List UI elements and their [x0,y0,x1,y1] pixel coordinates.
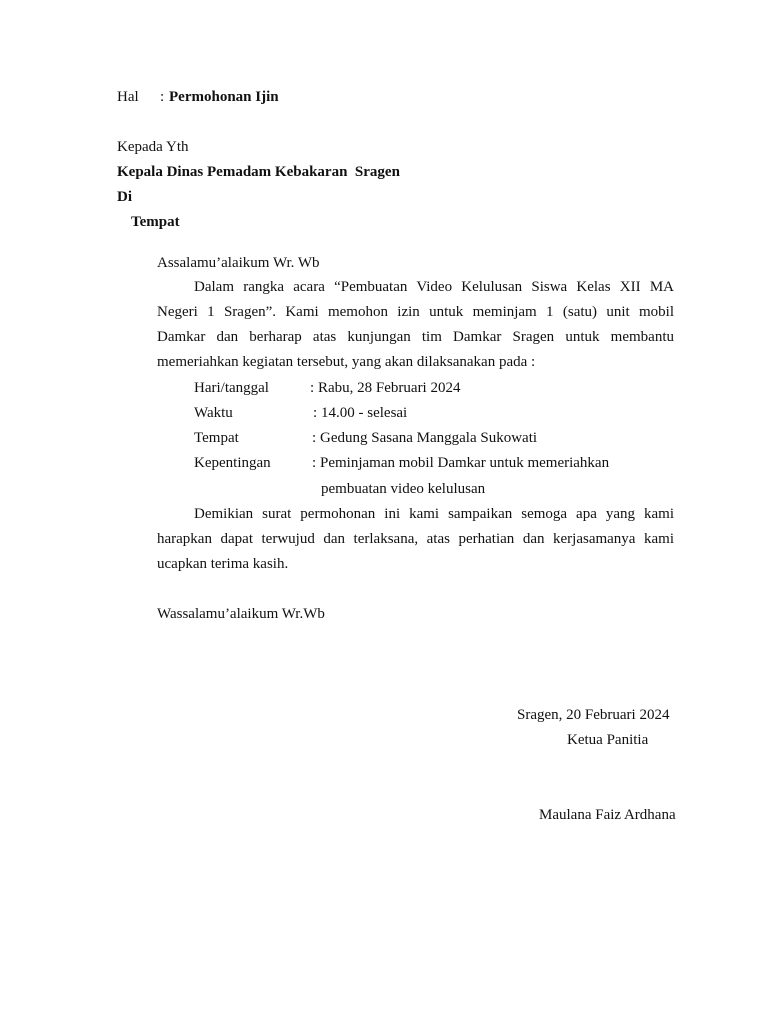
closing-line-2: harapkan dapat terwujud dan terlaksana, atas perhatian dan kerjasamanya kami [157,531,674,547]
closing-line-3: ucapkan terima kasih. [157,556,289,572]
detail-sep-date: : [310,380,315,396]
salutation: Assalamu’alaikum Wr. Wb [157,255,320,271]
intro-line-3: Damkar dan berharap atas kunjungan tim Damkar Sragen untuk membantu [157,329,674,345]
detail-sep-venue: : [312,430,317,446]
detail-label-date: Hari/tanggal [194,380,269,396]
detail-value-purpose: Peminjaman mobil Damkar untuk memeriahkan [320,455,610,471]
detail-sep-purpose: : [312,455,317,471]
signature-role: Ketua Panitia [567,732,649,748]
subject-value: Permohonan Ijin [169,89,279,105]
recipient-di: Di [117,189,132,205]
detail-label-time: Waktu [194,405,233,421]
intro-line-2: Negeri 1 Sragen”. Kami memohon izin untuk meminjam 1 (satu) unit mobil [157,304,674,320]
intro-line-1: Dalam rangka acara “Pembuatan Video Kelulusan Siswa Kelas XII MA [194,279,674,295]
subject-colon: : [160,89,165,105]
detail-sep-time: : [313,405,318,421]
detail-value-date: Rabu, 28 Februari 2024 [318,380,461,396]
recipient-greeting: Kepada Yth [117,139,189,155]
intro-line-4: memeriahkan kegiatan tersebut, yang akan dilaksanakan pada : [157,354,536,370]
closing-line-1: Demikian surat permohonan ini kami sampaikan semoga apa yang kami [194,506,674,522]
recipient-name: Kepala Dinas Pemadam Kebakaran Sragen [117,164,400,180]
detail-value-venue: Gedung Sasana Manggala Sukowati [320,430,538,446]
recipient-place: Tempat [131,214,180,230]
signature-place-date: Sragen, 20 Februari 2024 [517,707,670,723]
detail-label-venue: Tempat [194,430,239,446]
subject-label: Hal [117,89,139,105]
detail-label-purpose: Kepentingan [194,455,271,471]
detail-value-time: 14.00 - selesai [321,405,408,421]
detail-value-purpose-continued: pembuatan video kelulusan [321,481,486,497]
farewell: Wassalamu’alaikum Wr.Wb [157,606,325,622]
signature-name: Maulana Faiz Ardhana [539,807,676,823]
